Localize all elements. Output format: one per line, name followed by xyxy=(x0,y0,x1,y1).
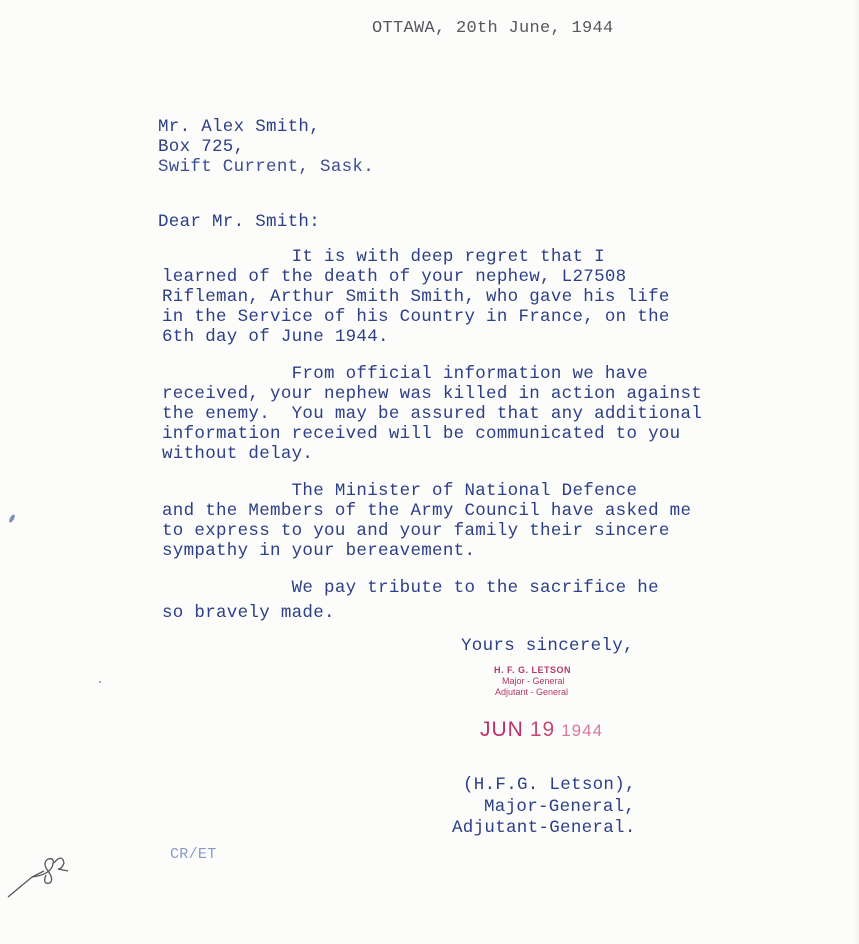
paragraph-3-line: and the Members of the Army Council have asked me xyxy=(162,501,692,521)
typed-signature-rank: Major-General, xyxy=(484,797,636,817)
paragraph-1-line: It is with deep regret that I xyxy=(162,247,605,267)
closing: Yours sincerely, xyxy=(461,636,634,656)
signature-stamp-name: H. F. G. LETSON xyxy=(494,665,572,675)
signature-stamp-title: Adjutant - General xyxy=(495,687,569,697)
stamp-year: 1944 xyxy=(561,721,604,740)
stamp-day: 19 xyxy=(529,718,556,741)
salutation: Dear Mr. Smith: xyxy=(158,212,321,232)
recipient-name: Mr. Alex Smith, xyxy=(158,117,321,137)
paragraph-2-line: information received will be communicated to you xyxy=(162,424,681,444)
paragraph-3-line: The Minister of National Defence xyxy=(162,481,638,501)
ink-speck xyxy=(99,681,101,683)
paragraph-3-line: sympathy in your bereavement. xyxy=(162,541,476,561)
ink-speck xyxy=(8,514,16,524)
signature-stamp-rank: Major - General xyxy=(502,676,565,686)
paragraph-1-line: in the Service of his Country in France, on the xyxy=(162,307,670,327)
received-date-stamp xyxy=(480,718,603,742)
stamp-month: JUN xyxy=(480,718,524,741)
recipient-city: Swift Current, Sask. xyxy=(158,157,375,177)
typed-signature-name: (H.F.G. Letson), xyxy=(463,775,636,795)
paragraph-1-line: 6th day of June 1944. xyxy=(162,327,389,347)
paper-edge xyxy=(853,0,859,944)
dateline: OTTAWA, 20th June, 1944 xyxy=(372,19,614,38)
paragraph-1-line: learned of the death of your nephew, L27508 xyxy=(162,267,627,287)
paragraph-1-line: Rifleman, Arthur Smith Smith, who gave his life xyxy=(162,287,670,307)
reference-initials: CR/ET xyxy=(170,846,217,863)
paragraph-4-line: so bravely made. xyxy=(162,603,335,623)
paragraph-4-line: We pay tribute to the sacrifice he xyxy=(162,578,659,598)
handwritten-initials-icon xyxy=(2,845,82,905)
paragraph-2-line: without delay. xyxy=(162,444,314,464)
paragraph-2-line: received, your nephew was killed in action against xyxy=(162,384,703,404)
recipient-box: Box 725, xyxy=(158,137,245,157)
paragraph-3-line: to express to you and your family their sincere xyxy=(162,521,670,541)
typed-signature-title: Adjutant-General. xyxy=(452,818,636,838)
paragraph-2-line: the enemy. You may be assured that any additional xyxy=(162,404,703,424)
paragraph-2-line: From official information we have xyxy=(162,364,649,384)
